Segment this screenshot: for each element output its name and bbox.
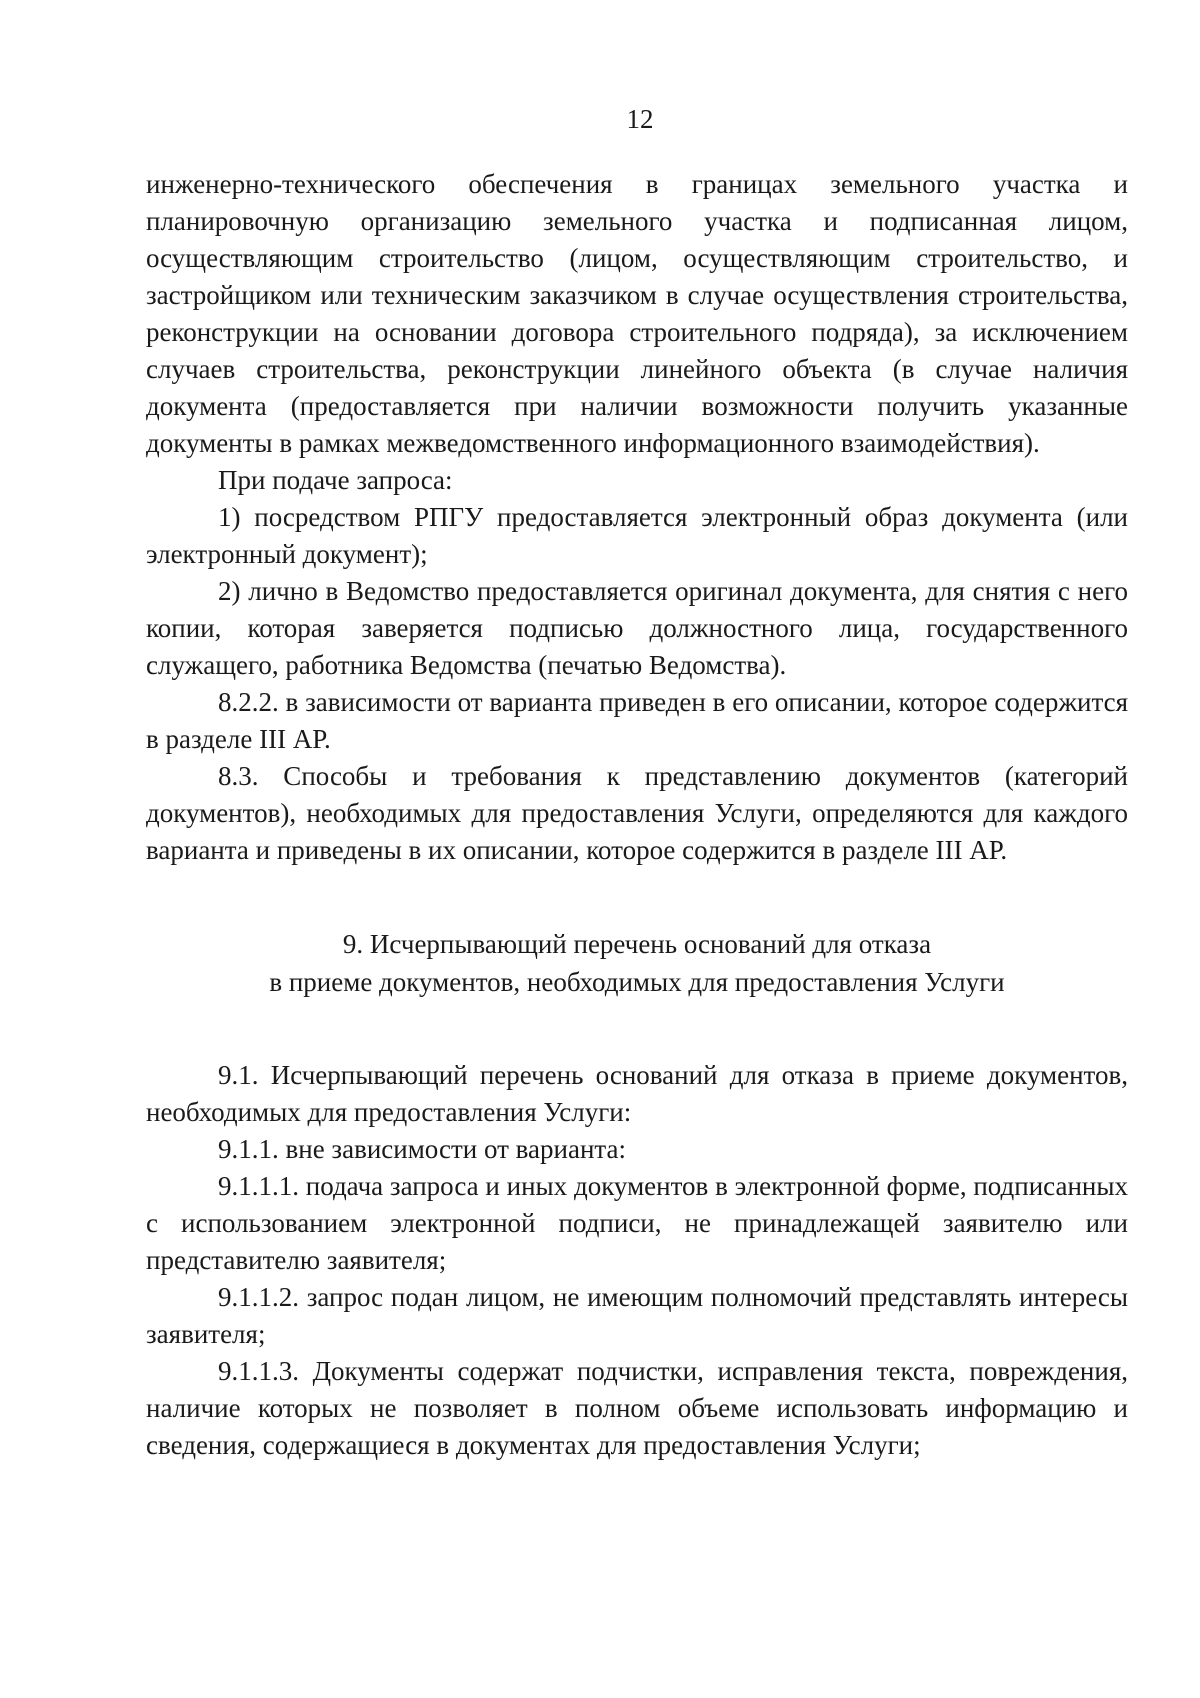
- section-heading-line-2: в приеме документов, необходимых для предоставления Услуги: [269, 967, 1005, 997]
- section-heading: [146, 925, 1128, 1001]
- document-body: [146, 166, 1128, 1464]
- paragraph-request-intro: При подаче запроса:: [218, 465, 453, 495]
- section-heading-line-1: 9. Исчерпывающий перечень оснований для отказа: [342, 929, 932, 959]
- paragraph-9-1-1-2: 9.1.1.2. запрос подан лицом, не имеющим полномочий представлять интересы заявителя;: [146, 1282, 1128, 1349]
- paragraph-9-1: 9.1. Исчерпывающий перечень оснований для отказа в приеме документов, необходимых для предоставления Услуги:: [146, 1060, 1128, 1127]
- paragraph-8-3: 8.3. Способы и требования к представлению документов (категорий документов), необходимых для предоставления Услуги, определяются для каждого варианта и приведены в их описании, которое содержится в разделе III АР.: [146, 761, 1128, 865]
- paragraph-item-2: 2) лично в Ведомство предоставляется оригинал документа, для снятия с него копии, которая заверяется подписью должностного лица, государственного служащего, работника Ведомства (печатью Ведомства).: [146, 576, 1128, 680]
- page-number: 12: [626, 104, 654, 134]
- paragraph-9-1-1-1: 9.1.1.1. подача запроса и иных документов в электронной форме, подписанных с использованием электронной подписи, не принадлежащей заявителю или представителю заявителя;: [146, 1171, 1128, 1275]
- paragraph-item-1: 1) посредством РПГУ предоставляется электронный образ документа (или электронный документ);: [146, 502, 1128, 569]
- paragraph-8-2-2: 8.2.2. в зависимости от варианта приведен в его описании, которое содержится в разделе III АР.: [146, 687, 1128, 754]
- paragraph-9-1-1-3: 9.1.1.3. Документы содержат подчистки, исправления текста, повреждения, наличие которых не позволяет в полном объеме использовать информацию и сведения, содержащиеся в документах для предоставления Услуги;: [146, 1356, 1128, 1460]
- paragraph-continuation: инженерно-технического обеспечения в границах земельного участка и планировочную организацию земельного участка и подписанная лицом, осуществляющим строительство (лицом, осуществляющим строительство, и застройщиком или техническим заказчиком в случае осуществления строительства, реконструкции на основании договора строительного подряда), за исключением случаев строительства, реконструкции линейного объекта (в случае наличия документа (предоставляется при наличии возможности получить указанные документы в рамках межведомственного информационного взаимодействия).: [146, 169, 1128, 458]
- paragraph-9-1-1: 9.1.1. вне зависимости от варианта:: [218, 1134, 627, 1164]
